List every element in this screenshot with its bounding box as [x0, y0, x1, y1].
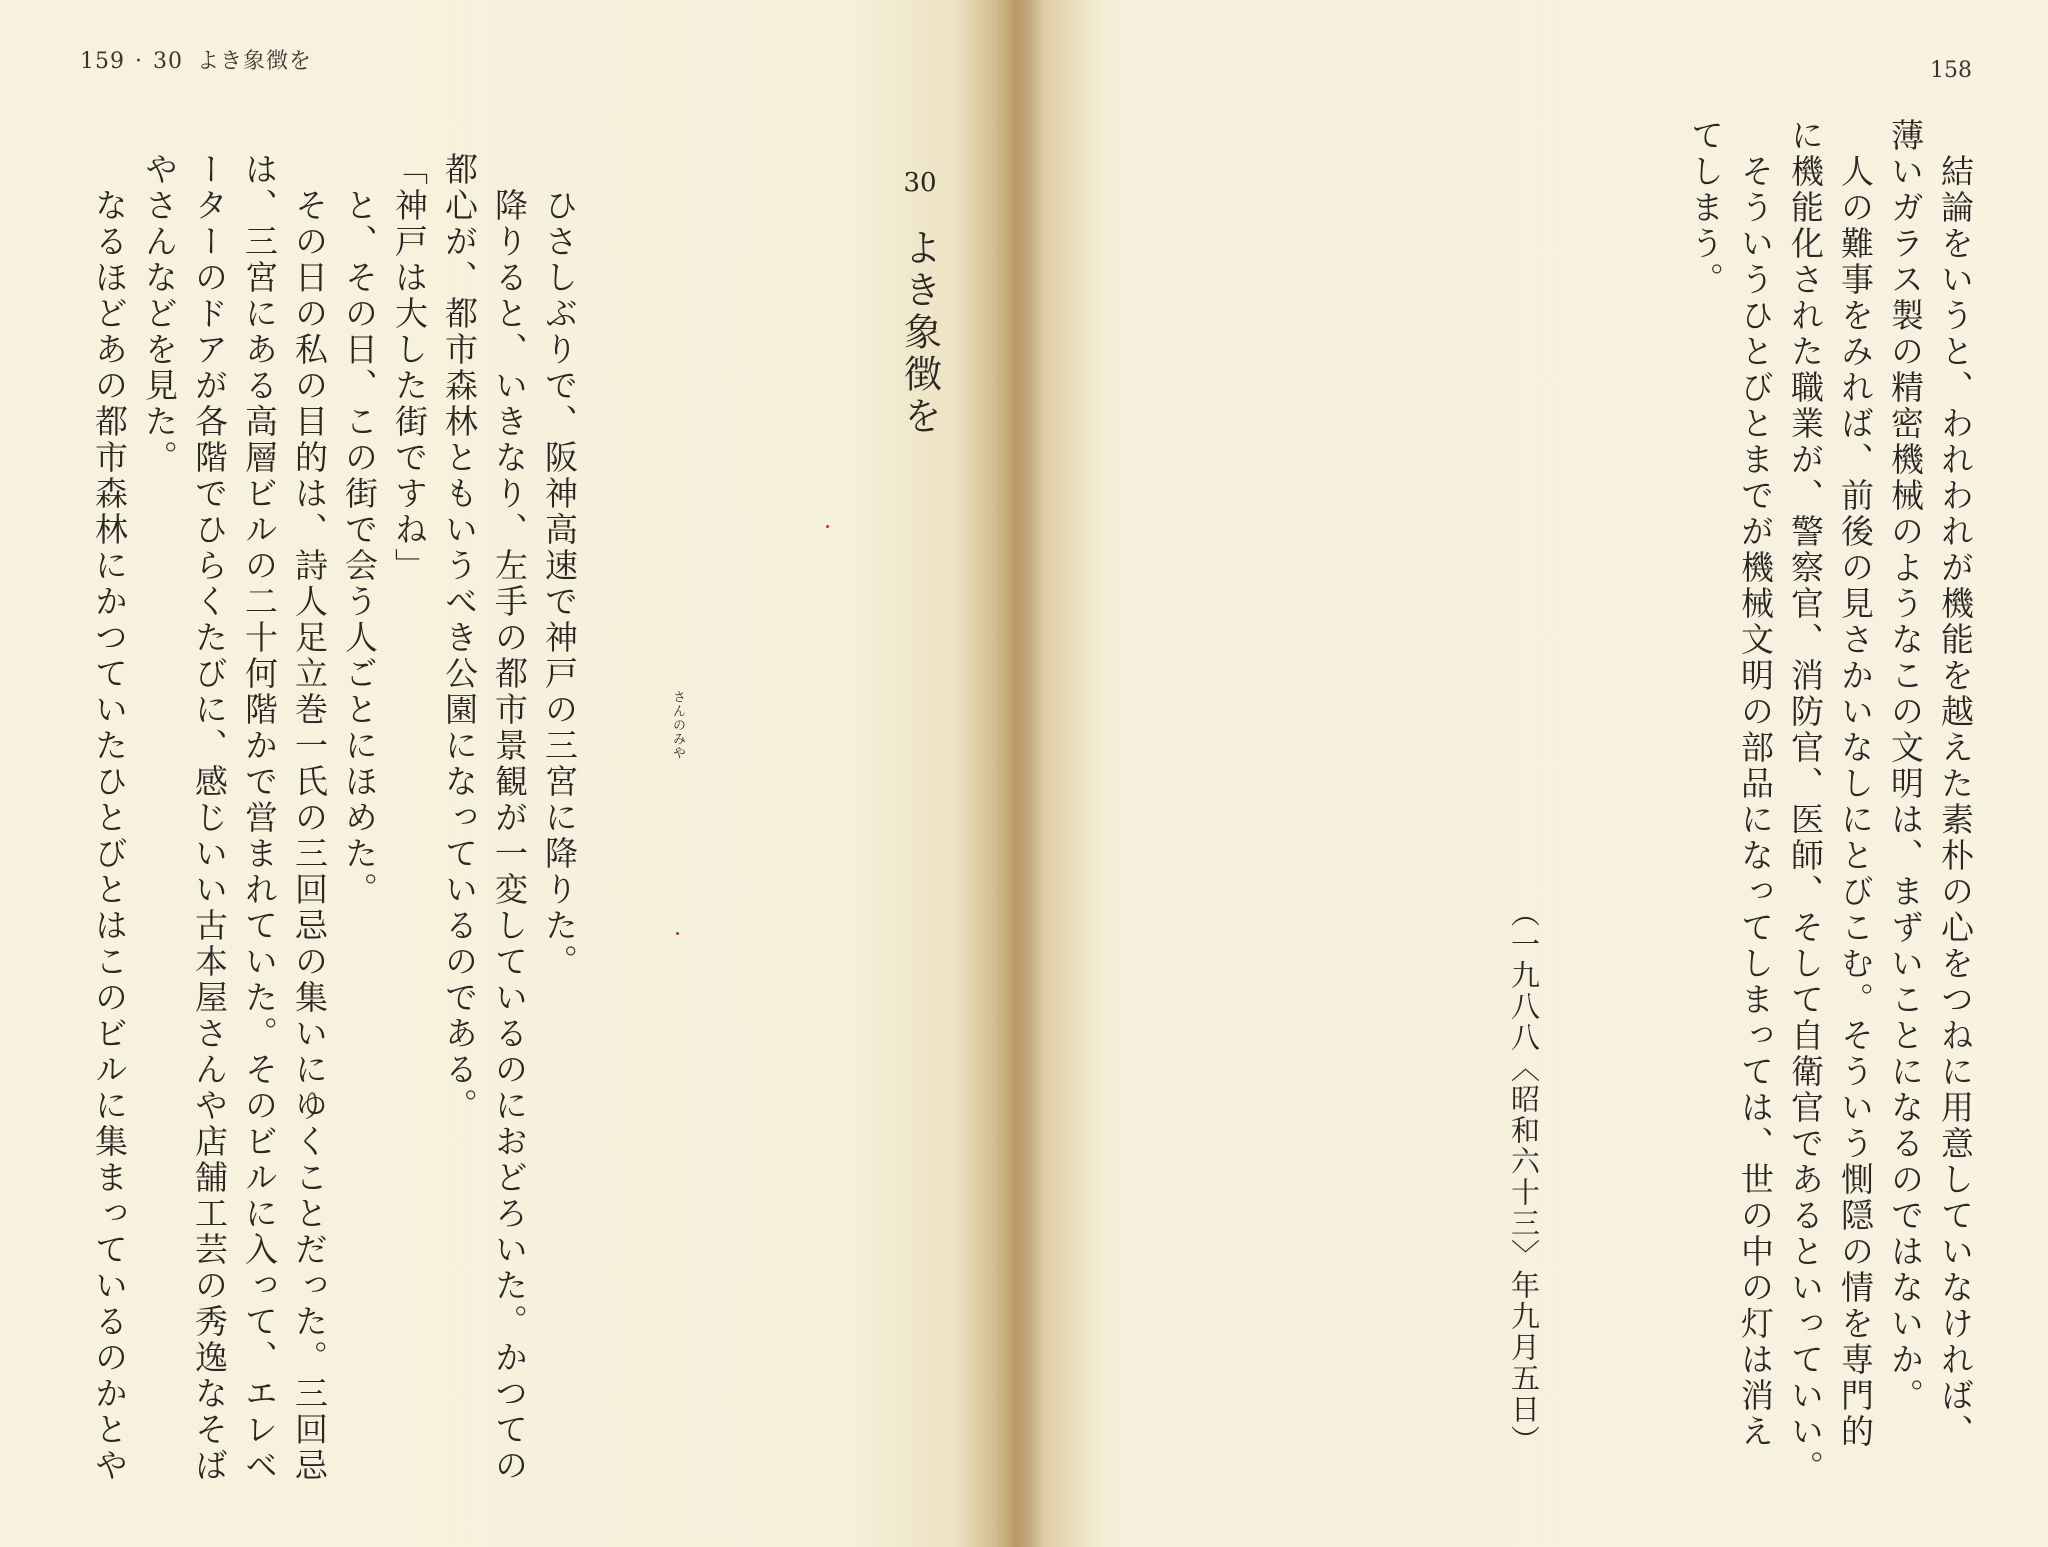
text-column: ーターのドアが各階でひらくたびに、感じいい古本屋さんや店舗工芸の秀逸なそば — [190, 152, 229, 1484]
text-column: 人の難事をみれば、前後の見さかいなしにとびこむ。そういう惻隠の情を専門的 — [1836, 154, 1875, 1450]
book-gutter — [960, 0, 1100, 1547]
date-line: （一九八八〈昭和六十三〉年九月五日） — [1507, 898, 1541, 1456]
left-page-header — [80, 44, 312, 75]
text-column: 「神戸は大した街ですね」 — [390, 152, 429, 584]
header-chapter-number: 30 — [153, 49, 183, 74]
text-column: 結論をいうと、われわれが機能を越えた素朴の心をつねに用意していなければ、 — [1936, 154, 1975, 1450]
ink-speck — [676, 932, 679, 935]
furigana-sannomiya: さんのみや — [670, 690, 685, 760]
chapter-heading-title: よき象徴を — [897, 228, 942, 438]
text-column: は、三宮にある高層ビルの二十何階かで営まれていた。そのビルに入って、エレベ — [240, 152, 279, 1484]
left-body-text — [84, 152, 584, 1484]
left-page — [0, 0, 1000, 1547]
header-separator: · — [135, 49, 143, 74]
text-column: てしまう。 — [1686, 118, 1725, 298]
text-column: に機能化された職業が、警察官、消防官、医師、そして自衛官であるといっていい。 — [1786, 118, 1825, 1486]
chapter-heading-number: 30 — [903, 168, 937, 198]
right-body-text — [1560, 118, 1980, 1486]
text-column: 降りると、いきなり、左手の都市景観が一変しているのにおどろいた。かつての — [490, 188, 529, 1484]
text-column: 都心が、都市森林ともいうべき公園になっているのである。 — [440, 152, 479, 1124]
right-page-number: 158 — [1930, 58, 1972, 83]
text-column: その日の私の目的は、詩人足立巻一氏の三回忌の集いにゆくことだった。三回忌 — [290, 188, 329, 1484]
chapter-heading — [890, 168, 950, 442]
left-page-number: 159 — [80, 49, 125, 74]
text-column: 薄いガラス製の精密機械のようなこの文明は、まずいことになるのではないか。 — [1886, 118, 1925, 1414]
text-column: そういうひとびとまでが機械文明の部品になってしまっては、世の中の灯は消え — [1736, 154, 1775, 1450]
header-chapter-title: よき象徴を — [197, 49, 313, 74]
text-column: やさんなどを見た。 — [140, 152, 179, 476]
text-column: と、その日、この街で会う人ごとにほめた。 — [340, 188, 379, 908]
text-column: ひさしぶりで、阪神高速で神戸の三宮に降りた。 — [540, 188, 579, 980]
text-column: なるほどあの都市森林にかつていたひとびとはこのビルに集まっているのかとや — [90, 188, 129, 1484]
ink-speck — [826, 525, 829, 528]
